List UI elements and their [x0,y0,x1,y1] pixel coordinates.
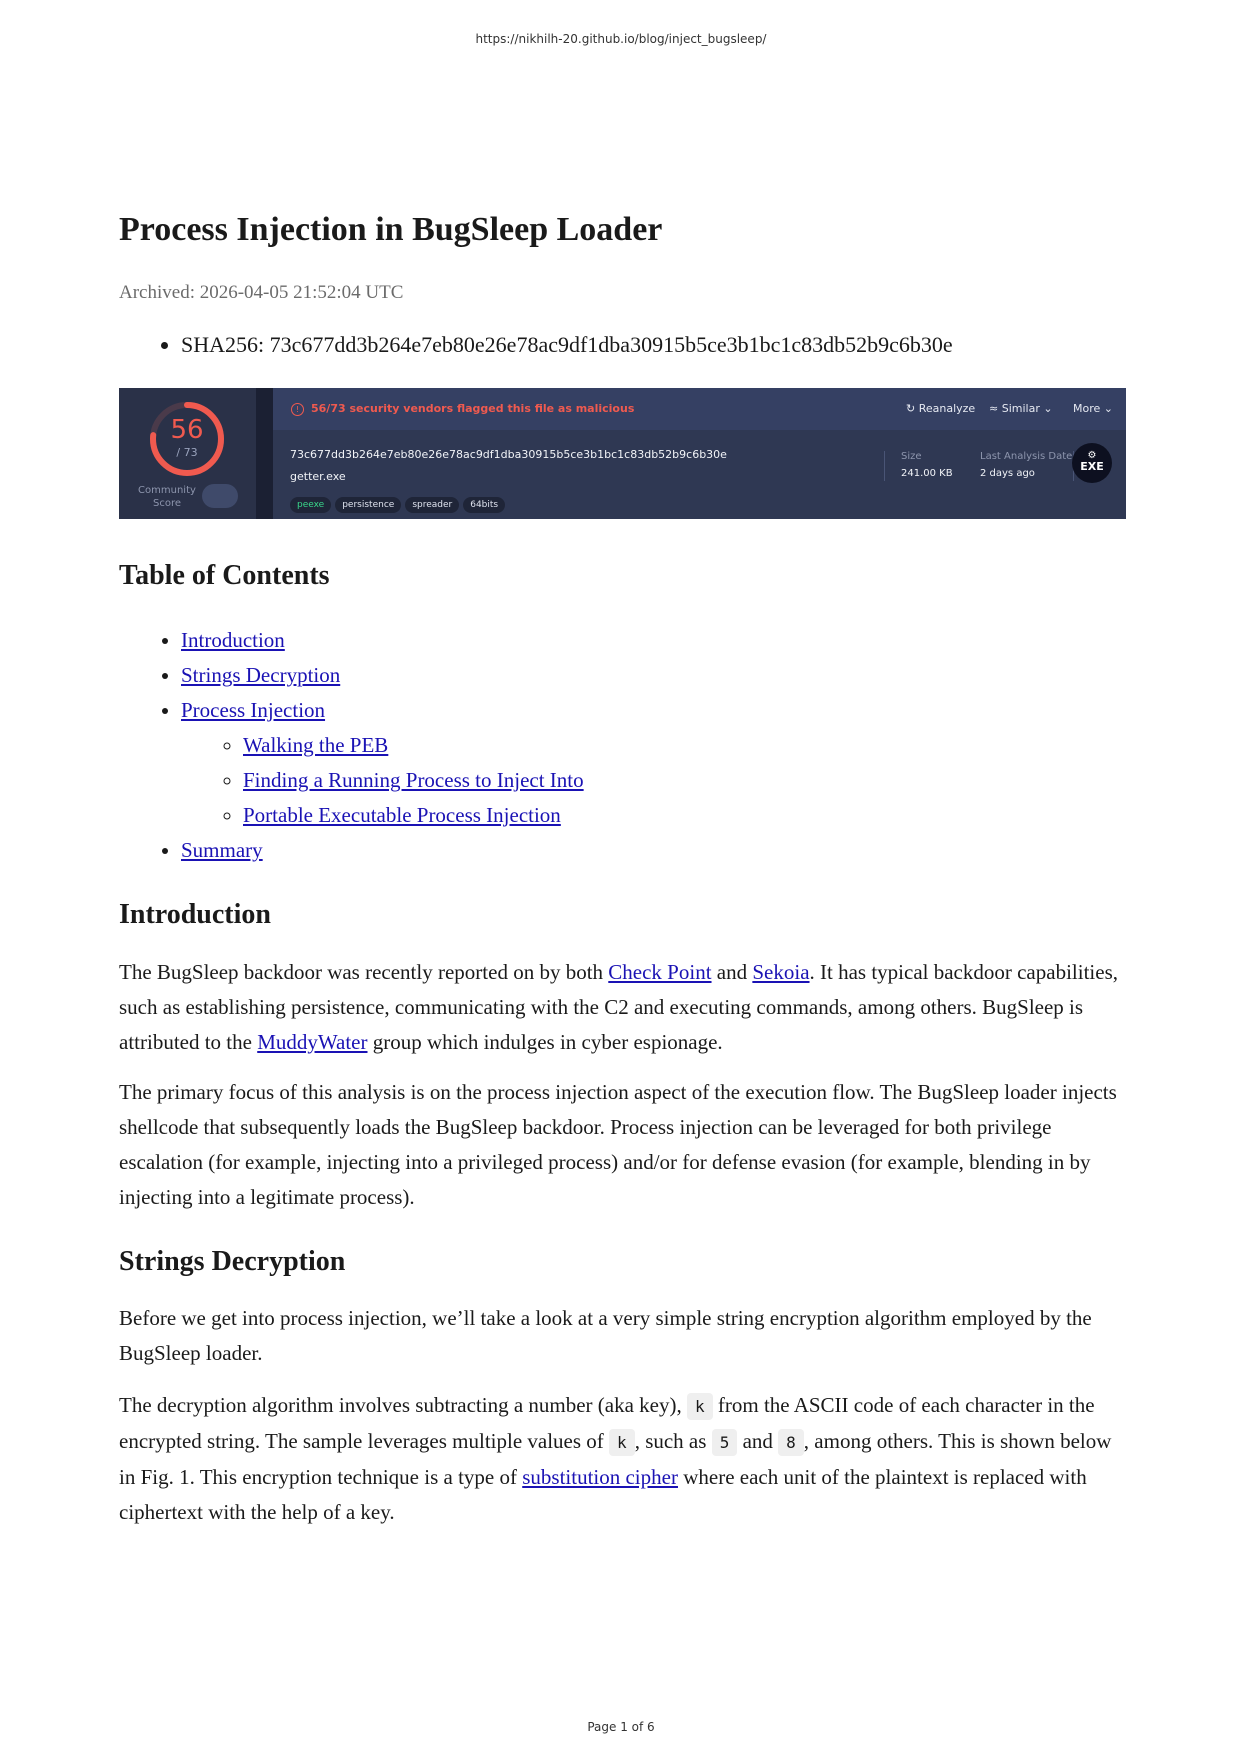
page-title: Process Injection in BugSleep Loader [119,211,663,248]
reanalyze-button[interactable] [906,402,975,415]
alert-text: 56/73 security vendors flagged this file as malicious [311,401,635,415]
toc-link-summary[interactable]: Summary [181,838,263,863]
check-point-link[interactable]: Check Point [608,959,712,984]
detection-total: / 73 [176,445,198,459]
size-value: 241.00 KB [901,467,953,479]
text: and [711,959,753,984]
similar-button[interactable] [989,402,1053,415]
page-url: https://nikhilh-20.github.io/blog/inject_bugsleep/ [475,32,767,46]
sekoia-link[interactable]: Sekoia [752,959,810,984]
last-analysis-value: 2 days ago [980,467,1035,479]
text: . It has typical backdoor capabilities, such as establishing persistence, communicating with the C2 and executing commands, among others. BugSleep is attributed to the [119,959,1118,1054]
community-score-toggle[interactable] [202,484,238,508]
muddywater-link[interactable]: MuddyWater [257,1029,368,1054]
toc-heading: Table of Contents [119,559,330,591]
code-k: k [687,1393,713,1420]
tag-list [290,492,509,513]
file-summary-panel [273,388,1126,519]
file-hash: 73c677dd3b264e7eb80e26e78ac9df1dba30915b5ce3b1bc1c83db52b9c6b30e [290,447,727,461]
intro-paragraph-1 [119,955,1125,1060]
sha256-item [181,330,1125,361]
tag[interactable]: persistence [335,497,401,513]
toc-subitem [243,798,1125,833]
more-label: More [1073,401,1101,415]
text: , such as [634,1429,712,1454]
detection-score: 56 [170,414,204,445]
text: group which indulges in cyber espionage. [367,1029,723,1054]
strings-paragraph-2 [119,1388,1125,1530]
file-name: getter.exe [290,469,346,483]
virustotal-banner [119,388,1126,519]
toc-subitem [243,763,1125,798]
toc-link-walking-the-peb[interactable]: Walking the PEB [243,733,389,758]
text: , among others. This is shown below in Fig. 1. This encryption technique is a type of [119,1429,1112,1490]
strings-paragraph-1: Before we get into process injection, we’ll take a look at a very simple string encryption algorithm employed by the BugSleep loader. [119,1306,1092,1366]
page-number: Page 1 of 6 [587,1720,655,1734]
tag[interactable]: peexe [290,497,331,513]
text: The BugSleep backdoor was recently reported on by both [119,959,609,984]
toc-link-pe-injection[interactable]: Portable Executable Process Injection [243,803,561,828]
substitution-cipher-link[interactable]: substitution cipher [522,1465,678,1490]
file-type-icon [1072,443,1112,483]
similar-label: Similar [1001,401,1040,415]
last-analysis-label: Last Analysis Date [980,450,1073,462]
toc-item [181,623,1125,658]
hash-list [119,330,1125,361]
size-label: Size [901,450,922,462]
strings-decryption-heading: Strings Decryption [119,1245,346,1277]
text: The decryption algorithm involves subtracting a number (aka key), [119,1393,687,1418]
toc-link-process-injection[interactable]: Process Injection [181,698,326,723]
sha256-label: SHA256: [181,331,270,357]
toc-subitem [243,728,1125,763]
intro-paragraph-2: The primary focus of this analysis is on the process injection aspect of the execution flow. The BugSleep loader injects shellcode that subsequently loads the BugSleep backdoor. Process injection can be leveraged for both privilege escalation (for example, injecting into a privileged process) and/or for defense evasion (for example, blending in by injecting into a legitimate process). [119,1079,1117,1209]
exe-glyph-icon: ⚙ [1087,449,1097,461]
toc-item [181,658,1125,693]
toc-link-strings-decryption[interactable]: Strings Decryption [181,663,341,688]
toc-list [119,623,1125,868]
toc-link-introduction[interactable]: Introduction [181,628,285,653]
introduction-heading: Introduction [119,899,271,931]
detection-score-panel [119,388,256,519]
archived-timestamp: Archived: 2026-04-05 21:52:04 UTC [119,281,404,303]
text: from the ASCII code of each character in the encrypted string. The sample leverages multiple values of [119,1393,1095,1454]
sha256-value: 73c677dd3b264e7eb80e26e78ac9df1dba30915b5ce3b1bc1c83db52b9c6b30e [269,331,953,357]
file-type-label: EXE [1080,459,1104,473]
chevron-down-icon: ⌄ [1039,401,1053,415]
more-button[interactable] [1073,402,1113,415]
alert-bar [273,388,1126,430]
toc-item [181,833,1125,868]
tag[interactable]: 64bits [463,497,505,513]
toc-item [181,693,1125,833]
article [119,210,1125,1530]
similar-icon: ≈ [989,401,1002,415]
code-k: k [609,1429,635,1456]
reanalyze-icon: ↻ [906,401,919,415]
text: where each unit of the plaintext is replaced with ciphertext with the help of a key. [119,1465,1087,1525]
tag[interactable]: spreader [405,497,459,513]
code-5: 5 [712,1429,738,1456]
alert-icon: ! [291,403,304,416]
toc-link-finding-process[interactable]: Finding a Running Process to Inject Into [243,768,584,793]
banner-divider [256,388,273,519]
code-8: 8 [778,1429,804,1456]
toc-sublist [181,728,1125,833]
community-score-label: Community Score [138,484,196,509]
stat-divider [884,451,885,481]
text: and [737,1429,779,1454]
chevron-down-icon: ⌄ [1100,401,1113,415]
reanalyze-label: Reanalyze [918,401,976,415]
